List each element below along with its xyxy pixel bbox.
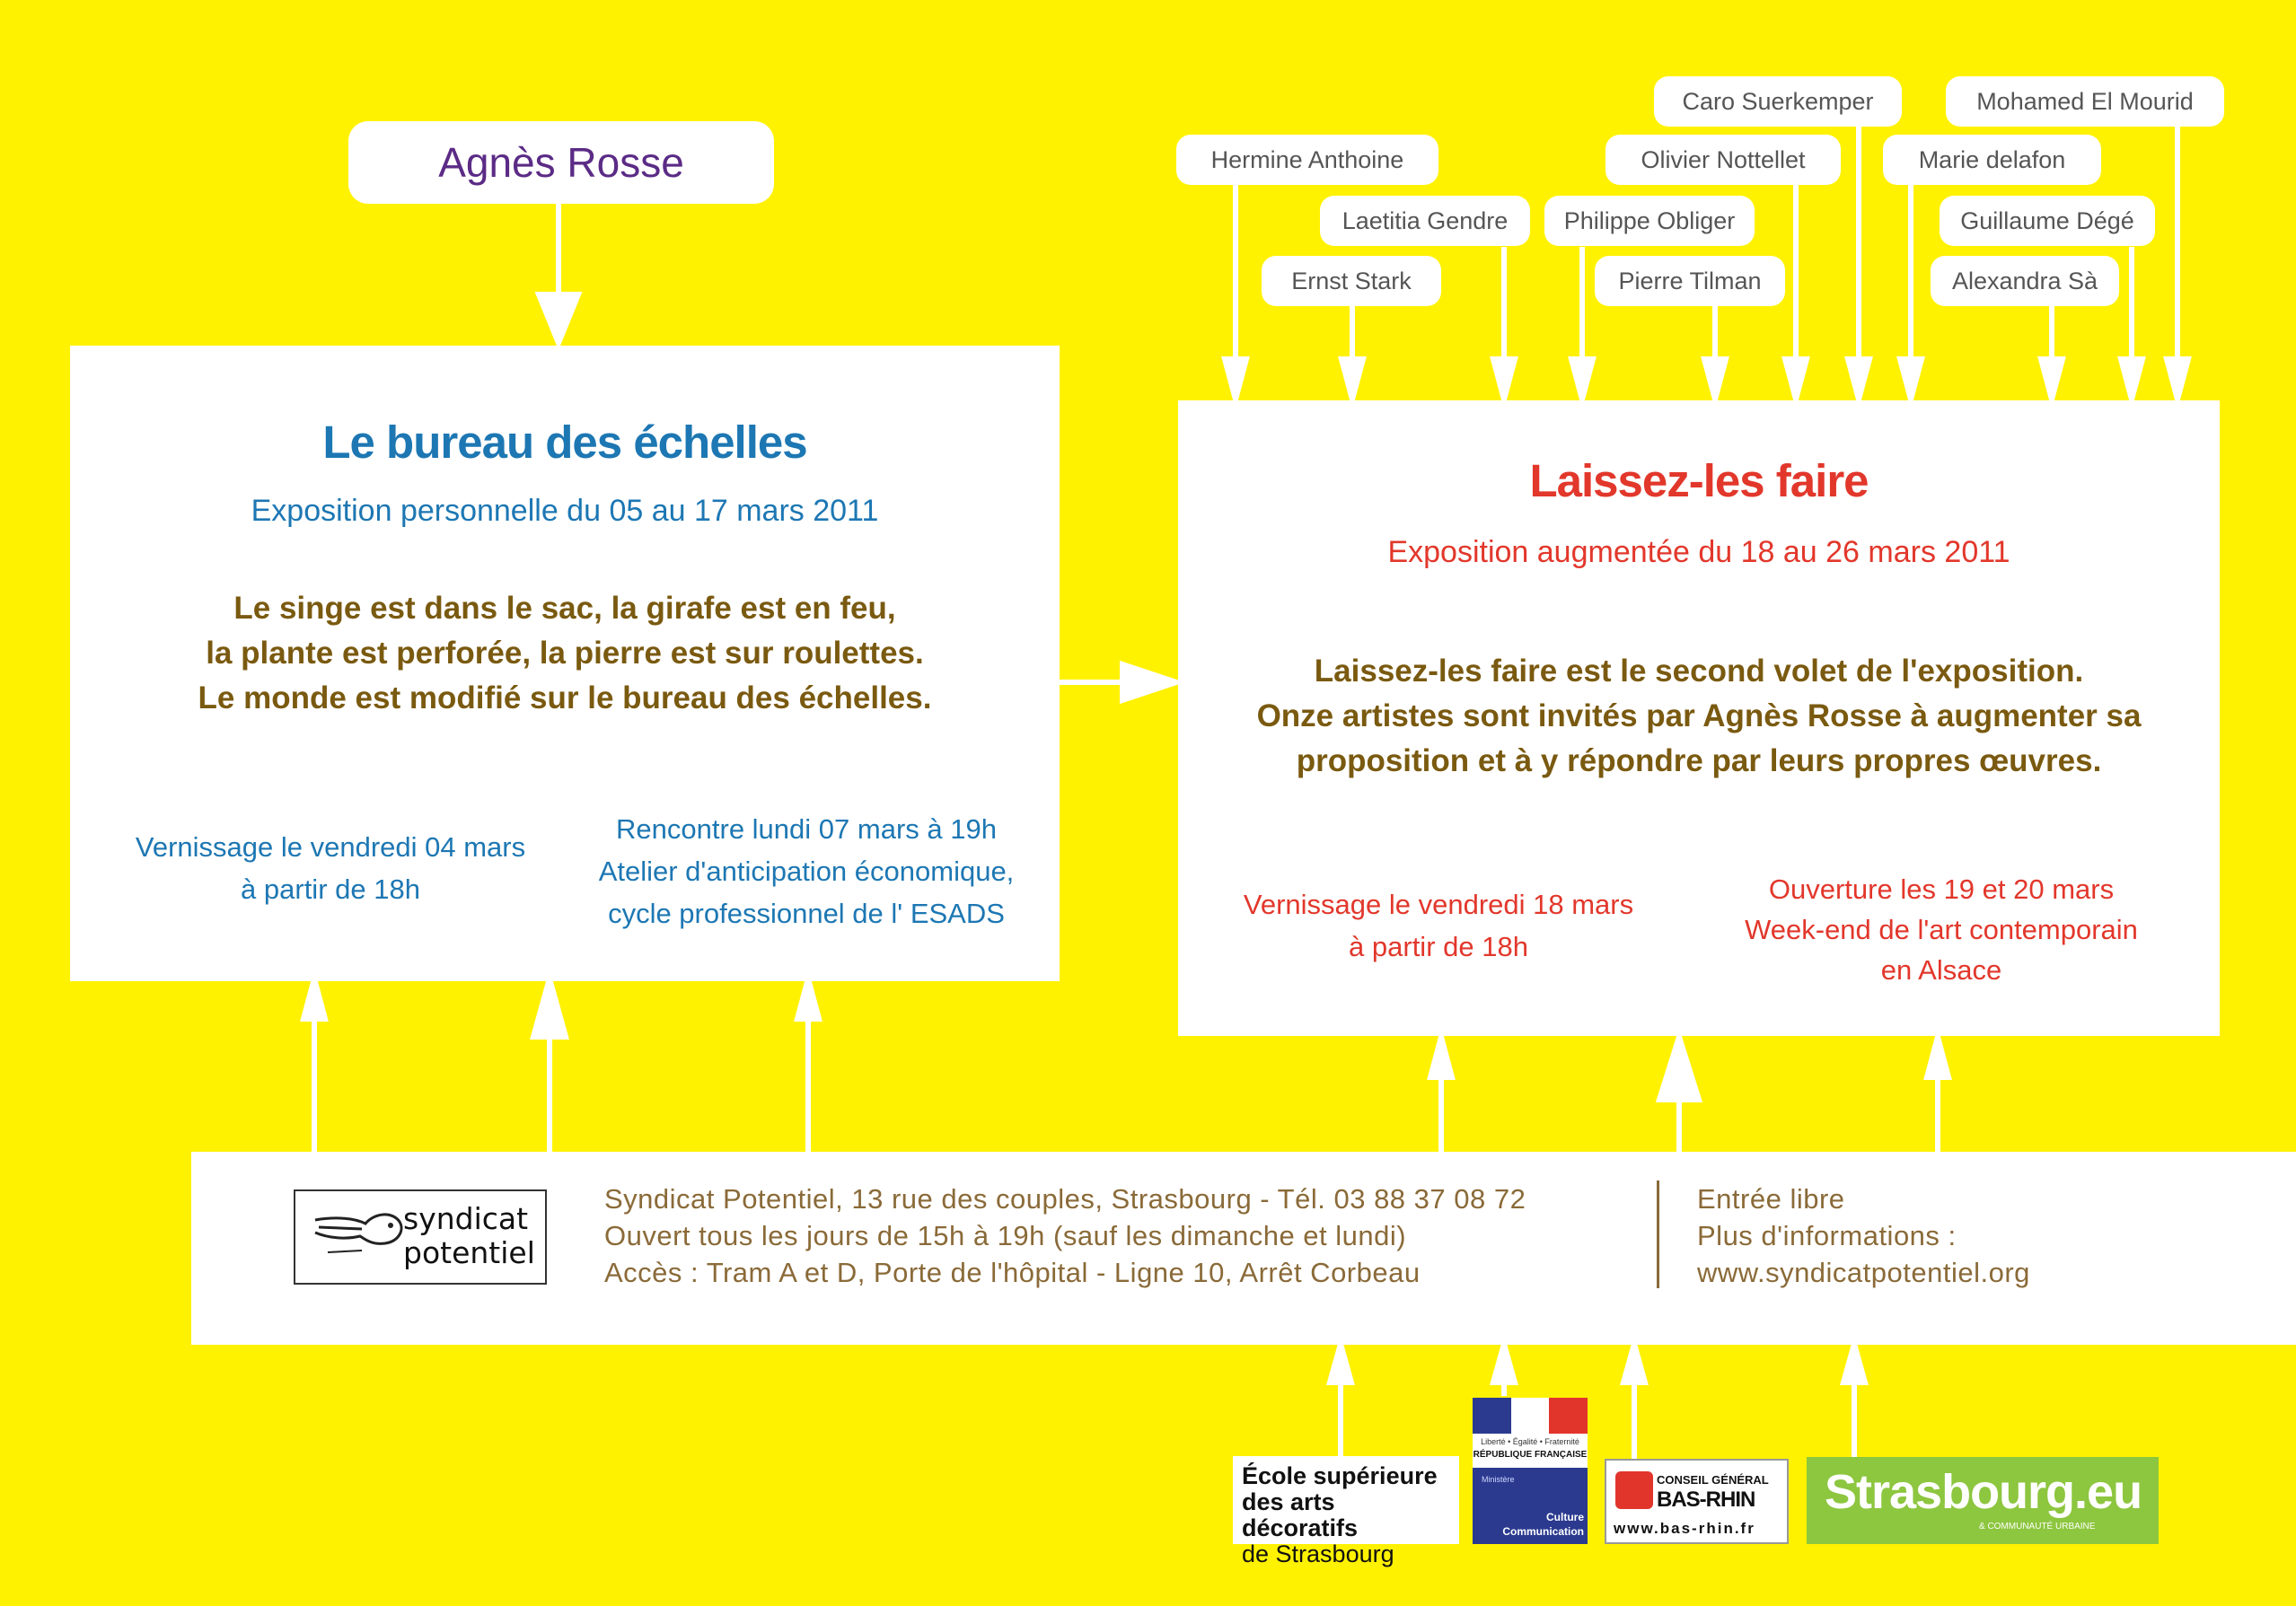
left-rencontre — [573, 808, 1040, 935]
rabbit-icon — [310, 1204, 409, 1267]
ministry-line: Communication — [1502, 1525, 1584, 1538]
basrhin-line: CONSEIL GÉNÉRAL — [1657, 1473, 1769, 1487]
event-line: Atelier d'anticipation économique, — [598, 856, 1015, 887]
left-subtitle: Exposition personnelle du 05 au 17 mars 2011 — [251, 494, 879, 528]
footer-info-box — [191, 1152, 2296, 1345]
event-line: à partir de 18h — [241, 873, 420, 905]
strasbourg-logo — [1807, 1457, 2159, 1544]
right-body-line: proposition et à y répondre par leurs propres œuvres. — [1296, 743, 2102, 778]
artist-name: Olivier Nottellet — [1641, 145, 1806, 173]
artist-name: Marie delafon — [1918, 145, 2066, 173]
footer-info — [1697, 1180, 2030, 1291]
artist-name: Ernst Stark — [1291, 267, 1412, 294]
event-line: cycle professionnel de l' ESADS — [608, 898, 1005, 929]
ministry-label: Ministère — [1482, 1475, 1515, 1484]
artist-pill — [1654, 76, 1902, 127]
artist-name: Pierre Tilman — [1618, 267, 1762, 294]
author-node — [348, 121, 774, 204]
right-ouverture — [1699, 869, 2184, 990]
artist-name: Philippe Obliger — [1563, 206, 1736, 234]
event-line: Ouverture les 19 et 20 mars — [1768, 873, 2115, 905]
address-line: Syndicat Potentiel, 13 rue des couples, Strasbourg - Tél. 03 88 37 08 72 — [604, 1183, 1526, 1215]
bas-rhin-emblem-icon — [1615, 1471, 1653, 1509]
flag-graphic — [1473, 1398, 1588, 1434]
strasbourg-subline: & COMMUNAUTÉ URBAINE — [1979, 1522, 2096, 1531]
esad-line: École supérieure — [1242, 1462, 1438, 1489]
artist-name: Hermine Anthoine — [1210, 145, 1404, 173]
left-vernissage — [97, 826, 564, 910]
artist-name: Mohamed El Mourid — [1976, 87, 2194, 115]
left-body-line: Le singe est dans le sac, la girafe est en feu, — [233, 591, 896, 626]
syndicat-logo-text — [403, 1202, 535, 1270]
republique-logo — [1473, 1398, 1588, 1544]
artist-pill — [1605, 135, 1841, 185]
author-name: Agnès Rosse — [438, 139, 684, 186]
strasbourg-wordmark: Strasbourg.eu — [1825, 1465, 2142, 1519]
right-title: Laissez-les faire — [1529, 455, 1869, 506]
ministry-line: Culture — [1546, 1511, 1584, 1523]
ministry-panel — [1473, 1468, 1588, 1544]
event-line: à partir de 18h — [1349, 931, 1528, 962]
artist-pill — [1262, 256, 1441, 306]
artist-name: Alexandra Sà — [1951, 267, 2098, 294]
artist-name: Guillaume Dégé — [1960, 206, 2134, 234]
left-body-line: la plante est perforée, la pierre est sur roulettes. — [206, 636, 924, 671]
info-line: Entrée libre — [1697, 1183, 1845, 1215]
artist-name: Caro Suerkemper — [1682, 87, 1874, 115]
right-body-line: Onze artistes sont invités par Agnès Rosse à augmenter sa — [1256, 698, 2142, 733]
footer-divider — [1657, 1180, 1659, 1288]
artist-pill — [1883, 135, 2101, 185]
artist-pill — [1940, 196, 2155, 246]
artist-pill — [1595, 256, 1785, 306]
republique-title: RÉPUBLIQUE FRANÇAISE — [1473, 1450, 1588, 1460]
artist-pill — [1946, 76, 2224, 127]
left-body-line: Le monde est modifié sur le bureau des échelles. — [198, 680, 932, 715]
logo-line: syndicat — [403, 1201, 529, 1236]
esad-line: des arts décoratifs — [1242, 1488, 1359, 1541]
event-line: en Alsace — [1880, 954, 2002, 986]
esad-logo — [1233, 1456, 1459, 1567]
event-line: Vernissage le vendredi 18 mars — [1243, 889, 1634, 920]
basrhin-url: www.bas-rhin.fr — [1614, 1520, 1755, 1537]
basrhin-line: BAS-RHIN — [1657, 1488, 1755, 1512]
artist-pill — [1931, 256, 2119, 306]
logo-line: potentiel — [403, 1235, 535, 1270]
info-line: Plus d'informations : — [1697, 1220, 1957, 1251]
right-body — [1178, 649, 2220, 784]
artist-name: Laetitia Gendre — [1342, 206, 1509, 234]
left-body — [70, 586, 1060, 721]
right-exhibition-box — [1178, 400, 2220, 1036]
right-body-line: Laissez-les faire est le second volet de l'exposition. — [1314, 654, 2084, 689]
esad-line: de Strasbourg — [1242, 1540, 1394, 1567]
left-title: Le bureau des échelles — [322, 417, 807, 468]
footer-address — [604, 1180, 1526, 1291]
address-line: Ouvert tous les jours de 15h à 19h (sauf les dimanche et lundi) — [604, 1220, 1407, 1251]
website-link[interactable]: www.syndicatpotentiel.org — [1697, 1257, 2030, 1288]
address-line: Accès : Tram A et D, Porte de l'hôpital - Ligne 10, Arrêt Corbeau — [604, 1257, 1421, 1288]
left-exhibition-box — [70, 346, 1060, 981]
artist-pill — [1320, 196, 1530, 246]
event-line: Rencontre lundi 07 mars à 19h — [616, 813, 997, 845]
syndicat-logo — [294, 1189, 547, 1285]
event-line: Vernissage le vendredi 04 mars — [135, 831, 526, 863]
artist-pill — [1544, 196, 1755, 246]
right-vernissage — [1196, 883, 1681, 968]
bas-rhin-logo — [1605, 1459, 1789, 1544]
republique-motto: Liberté • Égalité • Fraternité — [1481, 1437, 1579, 1446]
event-line: Week-end de l'art contemporain — [1745, 914, 2138, 945]
right-subtitle: Exposition augmentée du 18 au 26 mars 2011 — [1387, 535, 2010, 569]
artist-pill — [1176, 135, 1438, 185]
